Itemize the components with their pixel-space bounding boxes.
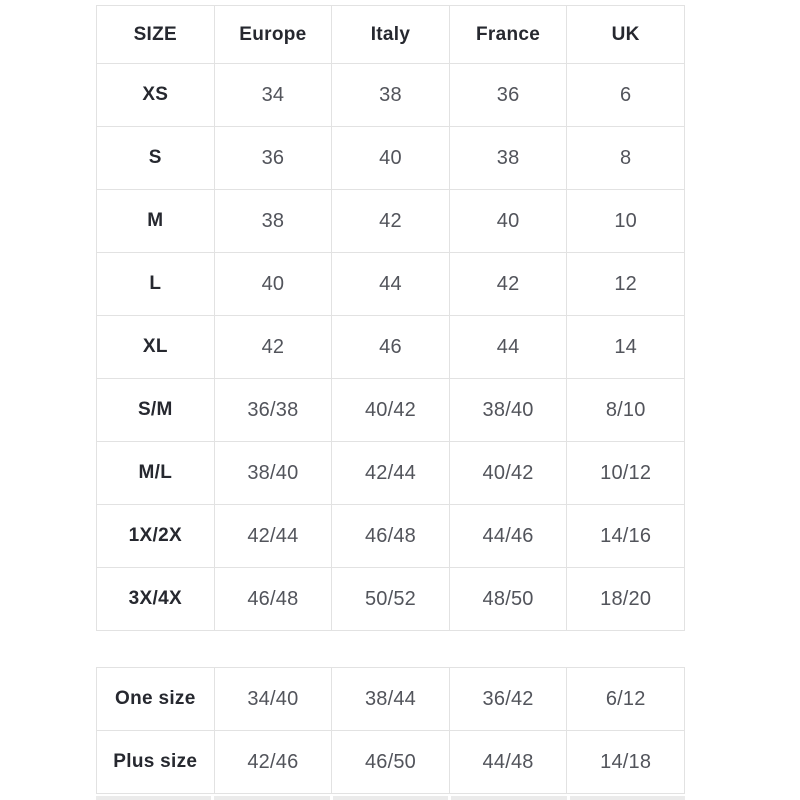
table-row (97, 668, 685, 731)
table-cell: 40 (332, 127, 450, 190)
table-row (97, 316, 685, 379)
column-header-uk: UK (567, 6, 685, 64)
special-sizes-table (96, 667, 685, 794)
cropped-cell-edge (570, 796, 685, 800)
table-cell: 44 (332, 253, 450, 316)
cropped-cell-edge (96, 796, 211, 800)
table-cell: 42/46 (214, 731, 332, 794)
column-header-size: SIZE (97, 6, 215, 64)
table-cell: 38/44 (332, 668, 450, 731)
row-label: Plus size (97, 731, 215, 794)
table-cell: 38/40 (214, 442, 332, 505)
table-cell: 50/52 (332, 568, 450, 631)
size-conversion-table (96, 5, 685, 631)
table-cell: 44/48 (449, 731, 567, 794)
column-header-europe: Europe (214, 6, 332, 64)
table-cell: 38/40 (449, 379, 567, 442)
cropped-next-table-edge (96, 796, 685, 800)
table-cell: 6/12 (567, 668, 685, 731)
table-cell: 40/42 (332, 379, 450, 442)
table-cell: 40 (449, 190, 567, 253)
table-cell: 46 (332, 316, 450, 379)
table-cell: 10 (567, 190, 685, 253)
table-cell: 10/12 (567, 442, 685, 505)
table-cell: 14/18 (567, 731, 685, 794)
table-cell: 38 (449, 127, 567, 190)
table-cell: 14/16 (567, 505, 685, 568)
table-cell: 6 (567, 64, 685, 127)
row-label: M/L (97, 442, 215, 505)
table-row (97, 127, 685, 190)
table-cell: 40 (214, 253, 332, 316)
table-row (97, 568, 685, 631)
table-row (97, 379, 685, 442)
row-label: S (97, 127, 215, 190)
cropped-cell-edge (214, 796, 329, 800)
table-cell: 36 (214, 127, 332, 190)
table-cell: 46/48 (214, 568, 332, 631)
table-row (97, 505, 685, 568)
table-cell: 40/42 (449, 442, 567, 505)
table-row (97, 731, 685, 794)
table-cell: 36 (449, 64, 567, 127)
table-cell: 38 (214, 190, 332, 253)
cropped-cell-edge (333, 796, 448, 800)
table-cell: 36/42 (449, 668, 567, 731)
table-cell: 36/38 (214, 379, 332, 442)
table-cell: 12 (567, 253, 685, 316)
table-row (97, 253, 685, 316)
cropped-cell-edge (451, 796, 566, 800)
table-cell: 8/10 (567, 379, 685, 442)
table-cell: 34/40 (214, 668, 332, 731)
table-cell: 38 (332, 64, 450, 127)
table-header-row (97, 6, 685, 64)
table-cell: 8 (567, 127, 685, 190)
row-label: S/M (97, 379, 215, 442)
table-cell: 42 (332, 190, 450, 253)
column-header-italy: Italy (332, 6, 450, 64)
row-label: L (97, 253, 215, 316)
table-cell: 46/50 (332, 731, 450, 794)
table-cell: 34 (214, 64, 332, 127)
table-cell: 44 (449, 316, 567, 379)
table-cell: 18/20 (567, 568, 685, 631)
table-row (97, 442, 685, 505)
table-cell: 42 (214, 316, 332, 379)
table-cell: 42/44 (332, 442, 450, 505)
row-label: 3X/4X (97, 568, 215, 631)
row-label: M (97, 190, 215, 253)
table-row (97, 64, 685, 127)
row-label: XL (97, 316, 215, 379)
table-cell: 42/44 (214, 505, 332, 568)
column-header-france: France (449, 6, 567, 64)
row-label: One size (97, 668, 215, 731)
row-label: 1X/2X (97, 505, 215, 568)
table-cell: 48/50 (449, 568, 567, 631)
row-label: XS (97, 64, 215, 127)
table-cell: 46/48 (332, 505, 450, 568)
table-row (97, 190, 685, 253)
table-cell: 42 (449, 253, 567, 316)
table-cell: 14 (567, 316, 685, 379)
table-cell: 44/46 (449, 505, 567, 568)
